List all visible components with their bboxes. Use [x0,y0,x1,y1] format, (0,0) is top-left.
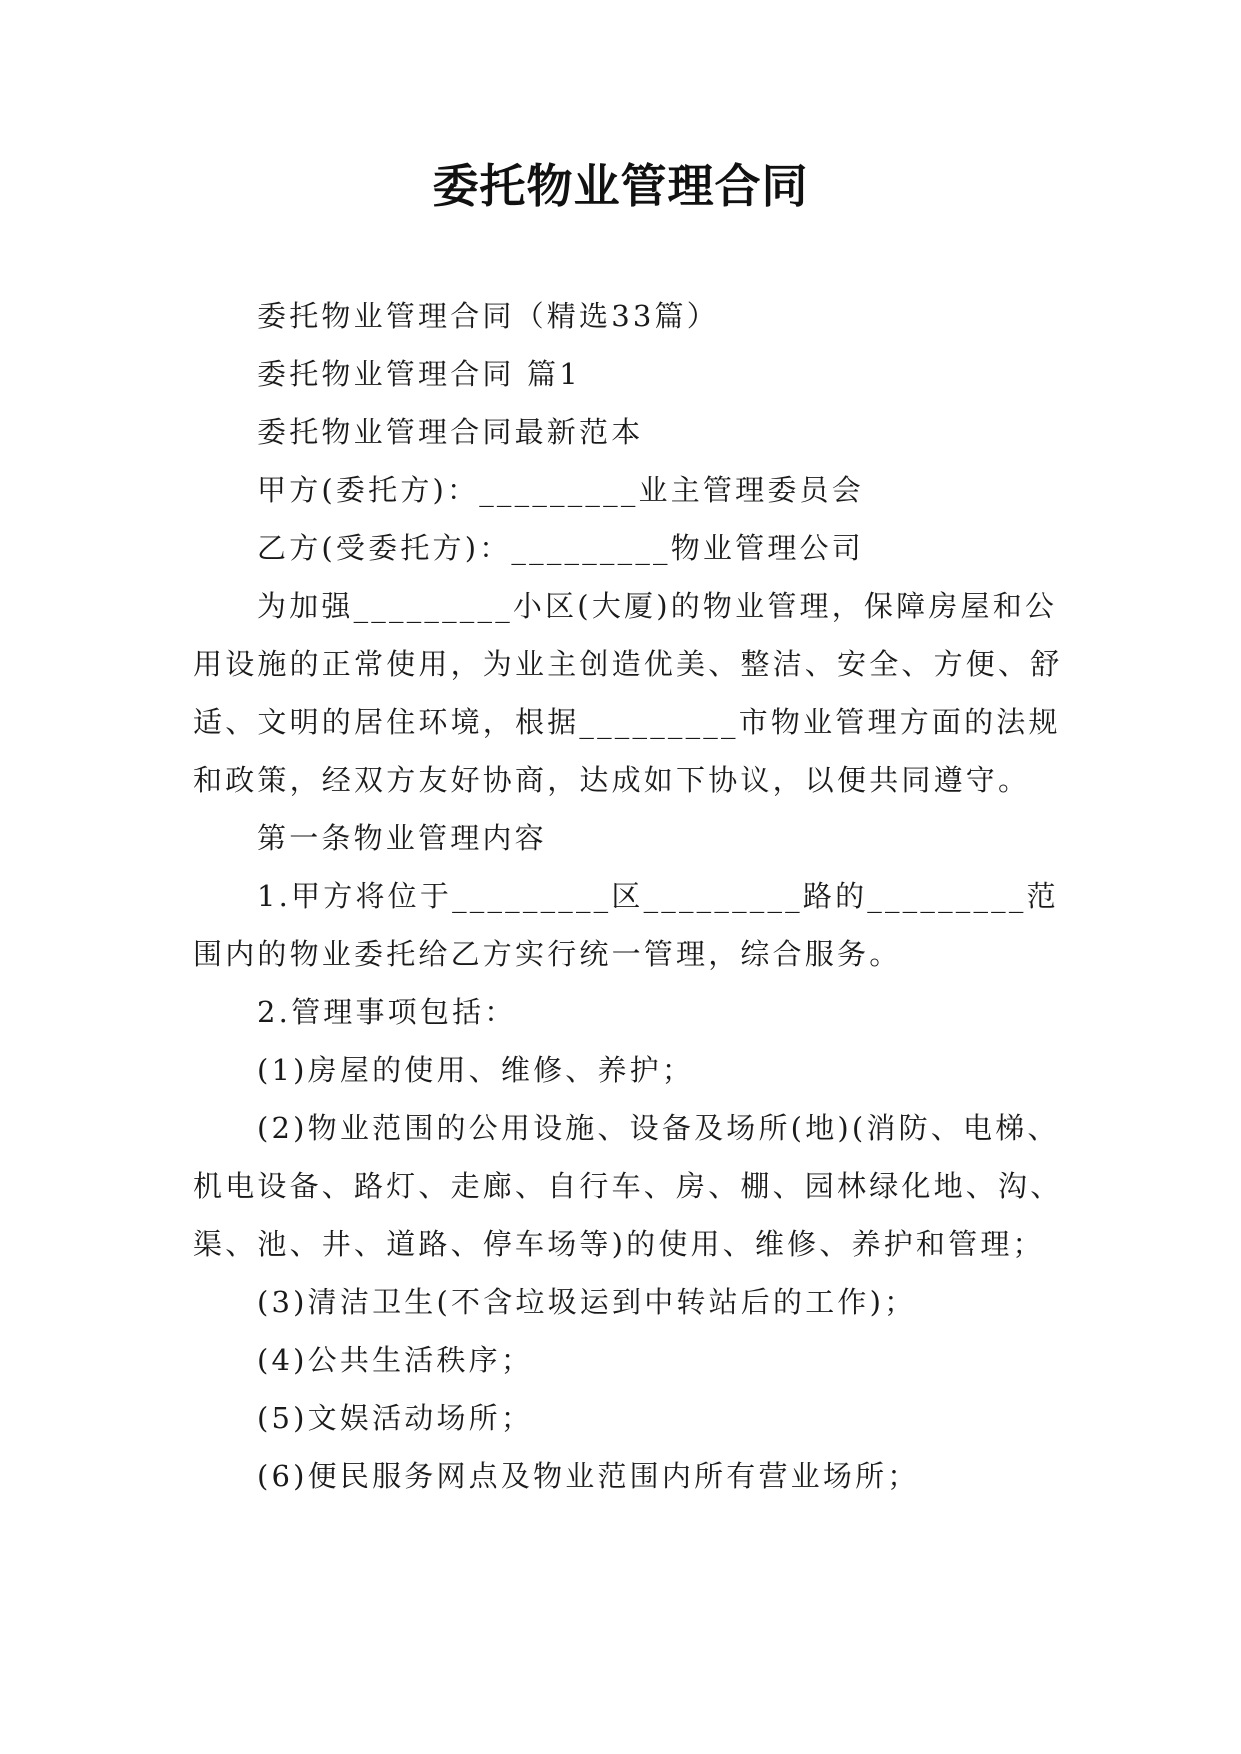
paragraph-item-4: (4)公共生活秩序； [257,1343,534,1377]
paragraph-clause-2: 2.管理事项包括： [257,995,517,1029]
paragraph-template-name: 委托物业管理合同最新范本 [257,415,644,449]
document-title: 委托物业管理合同 [432,159,809,213]
paragraph-item-6: (6)便民服务网点及物业范围内所有营业场所； [257,1459,920,1493]
paragraph-clause-1: 1.甲方将位于_________区_________路的_________范围内的物业委托给乙方实行统一管理，综合服务。 [193,879,1059,971]
paragraph-party-b: 乙方(受委托方)：_________物业管理公司 [257,531,864,565]
paragraph-item-2: (2)物业范围的公用设施、设备及场所(地)(消防、电梯、机电设备、路灯、走廊、自行车、房、棚、园林绿化地、沟、渠、池、井、道路、停车场等)的使用、维修、养护和管理； [193,1111,1063,1261]
paragraph-item-3: (3)清洁卫生(不含垃圾运到中转站后的工作)； [257,1285,917,1319]
paragraph-item-1: (1)房屋的使用、维修、养护； [257,1053,695,1087]
paragraph-section-heading: 委托物业管理合同 篇1 [257,357,581,391]
paragraph-party-a: 甲方(委托方)：_________业主管理委员会 [257,473,864,507]
document-body [193,287,1073,1505]
paragraph-subtitle: 委托物业管理合同（精选33篇） [257,299,719,333]
paragraph-article-one: 第一条物业管理内容 [257,821,547,855]
paragraph-item-5: (5)文娱活动场所； [257,1401,534,1435]
paragraph-preamble: 为加强_________小区(大厦)的物业管理，保障房屋和公用设施的正常使用，为业主创造优美、整洁、安全、方便、舒适、文明的居住环境，根据_________市物业管理方面的法规和政策，经双方友好协商，达成如下协议，以便共同遵守。 [193,589,1063,797]
